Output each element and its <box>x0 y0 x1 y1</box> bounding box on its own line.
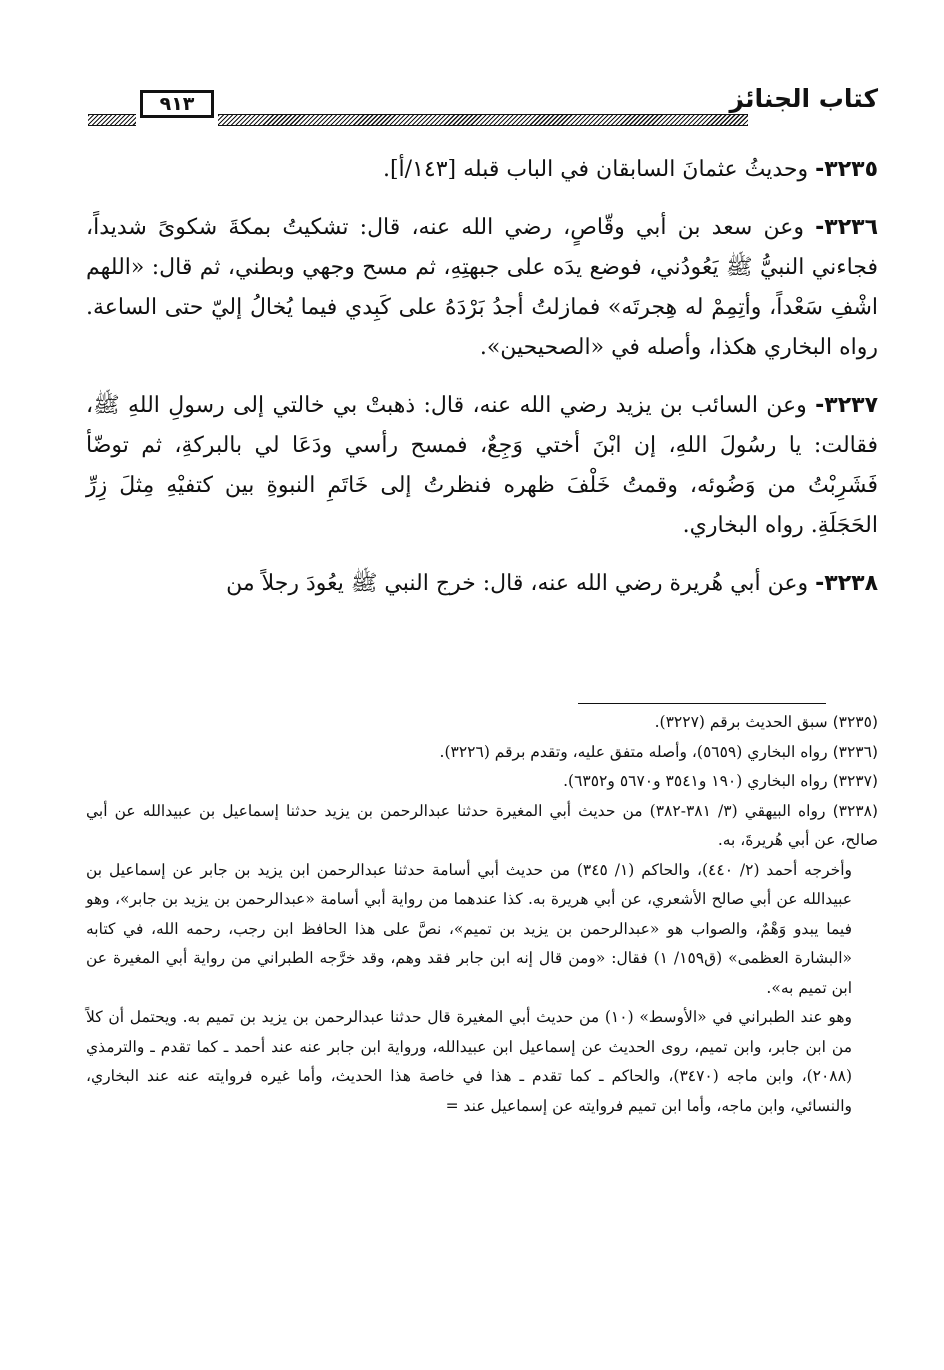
footnote-continuation <box>86 856 878 1004</box>
header-rule-right <box>218 114 748 126</box>
footnote-text: رواه البخاري (١٩٠ و٣٥٤١ و٥٦٧٠ و٦٣٥٢). <box>563 772 828 790</box>
hadith-entry <box>86 208 878 368</box>
header-rule-left <box>88 114 136 126</box>
hadith-entry <box>86 386 878 546</box>
footnote-text: رواه البخاري (٥٦٥٩)، وأصله متفق عليه، وتقدم برقم (٣٢٢٦). <box>439 742 828 761</box>
hadith-number: ٣٢٣٥- <box>815 157 878 182</box>
footnote-text: وهو عند الطبراني في «الأوسط» (١٠) من حديث أبي المغيرة قال حدثنا عبدالرحمن بن يزيد بن تميم به. ويحتمل أن كلاً من ابن جابر، وابن تميم، روى الحديث عن إسماعيل ابن عبيدالله، ورواية ابن جابر عنه عند أحمد ـ كما تقدم ـ والترمذي (٢٠٨٨)، وابن ماجه (٣٤٧٠)، والحاكم ـ كما تقدم ـ هذا في خاصة هذا الحديث، وأما غيره فروايته عنه عند البخاري، والنسائي، وابن ماجه، وأما ابن تميم فروايته عن إسماعيل عند = <box>86 1008 853 1115</box>
hadith-entry <box>86 564 878 604</box>
footnote-text: وأخرجه أحمد (٢/ ٤٤٠)، والحاكم (١/ ٣٤٥) من حديث أبي أسامة حدثنا عبدالرحمن ابن يزيد بن جابر عن إسماعيل بن عبيدالله عن أبي صالح الأشعري، عن أبي هريرة به. كذا عندهما من رواية أبي أسامة «عبدالرحمن بن يزيد بن جابر»، وهو فيما يبدو وَهْمٌ، والصواب هو «عبدالرحمن بن يزيد بن تميم»، نصَّ على هذا الحافظ ابن رجب، رحمه الله، في كتابه «البشارة العظمى» (ق١٥٩/ ١) فقال: «ومن قال إنه ابن جابر فقد وهم، وقد خرَّجه الطبراني من رواية أبي المغيرة عن ابن تميم به». <box>86 860 852 997</box>
hadith-text: وعن السائب بن يزيد رضي الله عنه، قال: ذهبتْ بي خالتي إلى رسولِ اللهِ ﷺ، فقالت: يا رسُولَ اللهِ، إن ابْنَ أختي وَجِعٌ، فمسح رأسي ودَعَا لي بالبركةِ، ثم توضّأ فَشَرِبْتُ من وَضُوئه، وقمتُ خَلْفَ ظهره فنظرتُ إلى خَاتَمِ النبوةِ بين كتفيْهِ مِثلَ زِرِّ الحَجَلَةِ. رواه البخاري. <box>86 393 878 538</box>
footnote-separator <box>578 703 826 704</box>
footnote-text: رواه البيهقي (٣/ ٣٨١-٣٨٢) من حديث أبي المغيرة حدثنا عبدالرحمن بن يزيد حدثنا إسماعيل بن عبيدالله عن أبي صالح، عن أبي هُريرةَ، به. <box>86 801 878 849</box>
footnote-text: سبق الحديث برقم (٣٢٢٧). <box>654 713 828 731</box>
footnote <box>86 738 878 768</box>
hadith-text: وعن سعد بن أبي وقّاصٍ، رضي الله عنه، قال: تشكيتُ بمكةَ شكوىً شديداً، فجاءني النبيُّ ﷺ يَعُودُني، فوضع يدَه على جبهتِهِ، ثم مسح وجهي وبطني، ثم قال: «اللهم اشْفِ سَعْداً، وأتِمِمْ له هِجرتَه» فمازلتُ أجدُ بَرْدَهُ على كَبِدي فيما يُخالُ إليّ حتى الساعة. رواه البخاري هكذا، وأصله في «الصحيحين». <box>86 215 878 360</box>
hadith-entry <box>86 150 878 190</box>
footnote-number: (٣٢٣٨) <box>832 801 878 820</box>
hadith-number: ٣٢٣٦- <box>815 215 878 240</box>
hadith-text: وعن أبي هُريرة رضي الله عنه، قال: خرج النبي ﷺ يعُودَ رجلاً من <box>226 571 809 596</box>
footnote <box>86 797 878 856</box>
book-title: كتاب الجنائز <box>729 84 878 113</box>
page-header <box>88 80 878 130</box>
page-number: ٩١٣ <box>140 90 214 118</box>
footnote-number: (٣٢٣٧) <box>832 772 878 790</box>
hadith-number: ٣٢٣٨- <box>815 571 878 596</box>
footnote <box>86 708 878 738</box>
hadith-text: وحديثُ عثمانَ السابقان في الباب قبله [١٤٣/أ]. <box>382 157 809 182</box>
hadith-number: ٣٢٣٧- <box>815 393 878 418</box>
footnote-number: (٣٢٣٥) <box>832 713 878 731</box>
footnote-number: (٣٢٣٦) <box>832 742 878 761</box>
footnotes <box>86 708 878 1121</box>
main-text <box>86 150 878 622</box>
footnote-continuation <box>86 1003 878 1121</box>
footnote <box>86 767 878 797</box>
